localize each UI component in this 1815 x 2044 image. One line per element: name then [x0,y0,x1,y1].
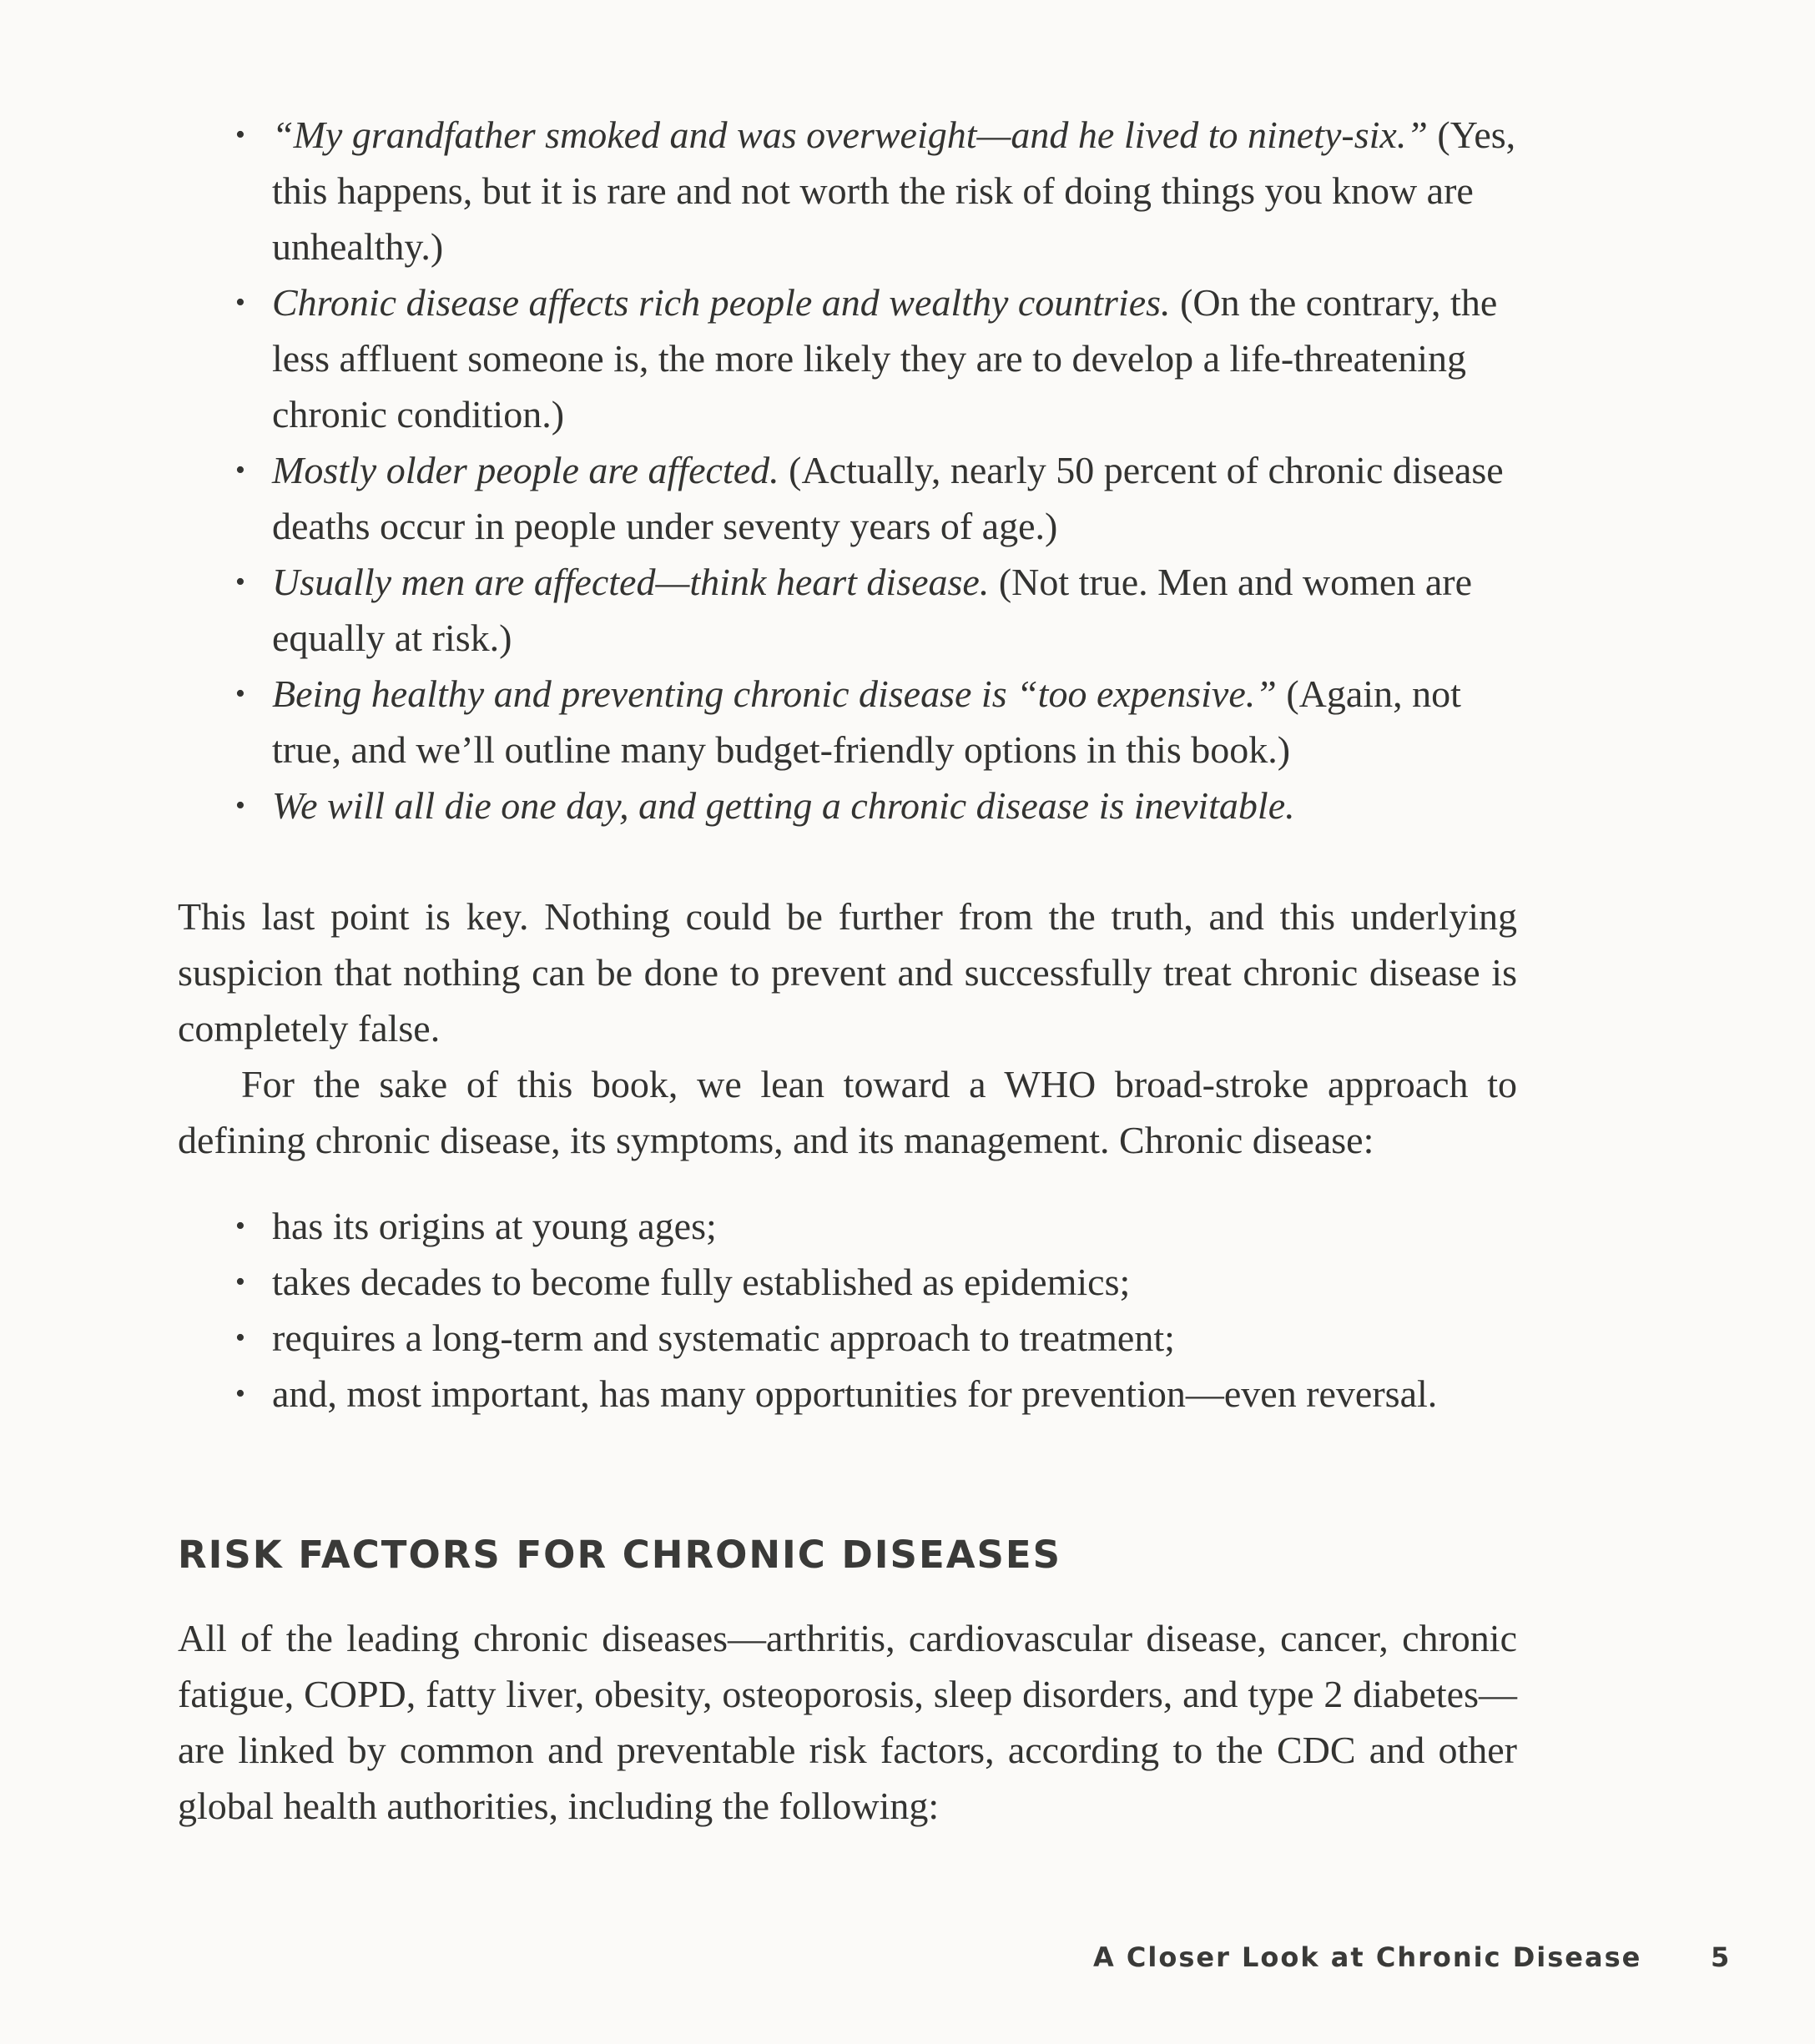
bullet-icon: • [235,1211,245,1241]
body-paragraph: All of the leading chronic diseases—arthritis, cardiovascular disease, cancer, chronic fatigue, COPD, fatty liver, obesity, osteoporosis, sleep disorders, and type 2 diabetes—are linked by common and preventable risk factors, according to the CDC and other global health authorities, including the following: [178,1617,1517,1827]
myth-text: We will all die one day, and getting a chronic disease is inevitable. [272,784,1295,827]
bullet-icon: • [235,455,245,486]
bullet-icon: • [235,287,245,318]
myth-text: Chronic disease affects rich people and wealthy countries. [272,281,1171,324]
definition-list [235,1198,1537,1422]
bullet-icon: • [235,790,245,821]
list-item [235,1310,1537,1366]
myth-text: Being healthy and preventing chronic disease is “too expensive.” [272,672,1277,715]
rebuttal-text: (Not true. Men and women are equally at risk.) [272,561,1472,659]
list-item [235,778,1537,833]
list-item-text: requires a long-term and systematic approach to treatment; [272,1317,1175,1359]
myths-list [235,107,1537,833]
myth-text: Usually men are affected—think heart disease. [272,561,990,603]
myth-text: “My grandfather smoked and was overweight—and he lived to ninety-six.” [272,113,1428,156]
section-heading: RISK FACTORS FOR CHRONIC DISEASES [178,1533,1062,1577]
list-item-text: has its origins at young ages; [272,1205,717,1247]
bullet-icon: • [235,1378,245,1409]
list-item [235,666,1537,778]
list-item [235,1198,1537,1254]
list-item [235,442,1537,554]
page-number: 5 [1711,1941,1730,1973]
list-item [235,1366,1537,1422]
bullet-icon: • [235,119,245,150]
list-item [235,1254,1537,1310]
body-paragraph: For the sake of this book, we lean toward a WHO broad-stroke approach to defining chronic disease, its symptoms, and its management. Chronic disease: [178,1063,1517,1161]
body-paragraph: This last point is key. Nothing could be further from the truth, and this underlying suspicion that nothing can be done to prevent and successfully treat chronic disease is completely false. [178,895,1517,1050]
bullet-icon: • [235,1266,245,1297]
bullet-icon: • [235,1322,245,1353]
rebuttal-text: (Yes, this happens, but it is rare and not worth the risk of doing things you know are unhealthy.) [272,113,1516,268]
list-item [235,274,1537,442]
list-item [235,107,1537,274]
bullet-icon: • [235,678,245,709]
myth-text: Mostly older people are affected. [272,449,779,491]
list-item-text: takes decades to become fully established as epidemics; [272,1261,1131,1303]
running-footer-title: A Closer Look at Chronic Disease [1093,1941,1642,1973]
list-item [235,554,1537,666]
bullet-icon: • [235,566,245,597]
rebuttal-text: (Actually, nearly 50 percent of chronic disease deaths occur in people under seventy years of age.) [272,449,1504,547]
rebuttal-text: (Again, not true, and we’ll outline many budget-friendly options in this book.) [272,672,1461,771]
rebuttal-text: (On the contrary, the less affluent someone is, the more likely they are to develop a life-threatening chronic condition.) [272,281,1498,435]
list-item-text: and, most important, has many opportunities for prevention—even reversal. [272,1372,1438,1415]
